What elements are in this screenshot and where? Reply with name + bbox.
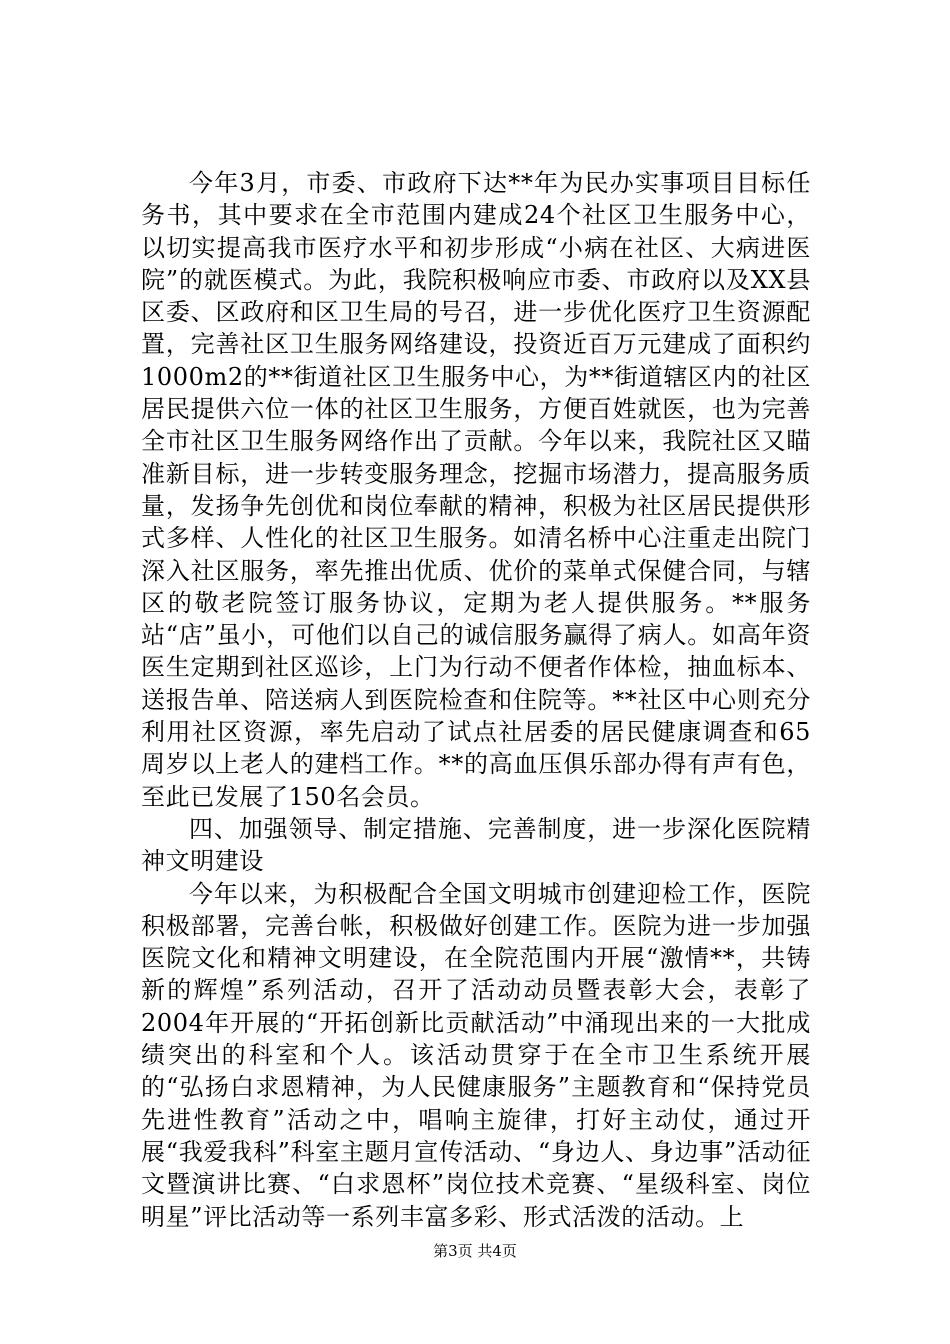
body-paragraph-civilization: 今年以来，为积极配合全国文明城市创建迎检工作，医院积极部署，完善台帐，积极做好创建工作。医院为进一步加强医院文化和精神文明建设，在全院范围内开展“激情**，共铸新的辉煌”系列活动，召开了活动动员暨表彰大会，表彰了2004年开展的“开拓创新比贡献活动”中涌现出来的一大批成绩突出的科室和个人。该活动贯穿于在全市卫生系统开展的“弘扬白求恩精神，为人民健康服务”主题教育和“保持党员先进性教育”活动之中，唱响主旋律，打好主动仗，通过开展“我爱我科”科室主题月宣传活动、“身边人、身边事”活动征文暨演讲比赛、“白求恩杯”岗位技术竞赛、“星级科室、岗位明星”评比活动等一系列丰富多彩、形式活泼的活动。上 bbox=[141, 879, 811, 1231]
section-heading-four: 四、加强领导、制定措施、完善制度，进一步深化医院精神文明建设 bbox=[141, 814, 811, 876]
page-number-footer: 第3页 共4页 bbox=[433, 1242, 517, 1260]
document-body bbox=[141, 167, 811, 1233]
body-paragraph-community-health: 今年3月，市委、市政府下达**年为民办实事项目目标任务书，其中要求在全市范围内建成24个社区卫生服务中心，以切实提高我市医疗水平和初步形成“小病在社区、大病进医院”的就医模式。为此，我院积极响应市委、市政府以及XX县区委、区政府和区卫生局的号召，进一步优化医疗卫生资源配置，完善社区卫生服务网络建设，投资近百万元建成了面积约1000m2的**街道社区卫生服务中心，为**街道辖区内的社区居民提供六位一体的社区卫生服务，方便百姓就医，也为完善全市社区卫生服务网络作出了贡献。今年以来，我院社区又瞄准新目标，进一步转变服务理念，挖掘市场潜力，提高服务质量，发扬争先创优和岗位奉献的精神，积极为社区居民提供形式多样、人性化的社区卫生服务。如清名桥中心注重走出院门深入社区服务，率先推出优质、优价的菜单式保健合同，与辖区的敬老院签订服务协议，定期为老人提供服务。**服务站“店”虽小，可他们以自己的诚信服务赢得了病人。如高年资医生定期到社区巡诊，上门为行动不便者作体检，抽血标本、送报告单、陪送病人到医院检查和住院等。**社区中心则充分利用社区资源，率先启动了试点社居委的居民健康调查和65周岁以上老人的建档工作。**的高血压俱乐部办得有声有色，至此已发展了150名会员。 bbox=[141, 169, 811, 811]
